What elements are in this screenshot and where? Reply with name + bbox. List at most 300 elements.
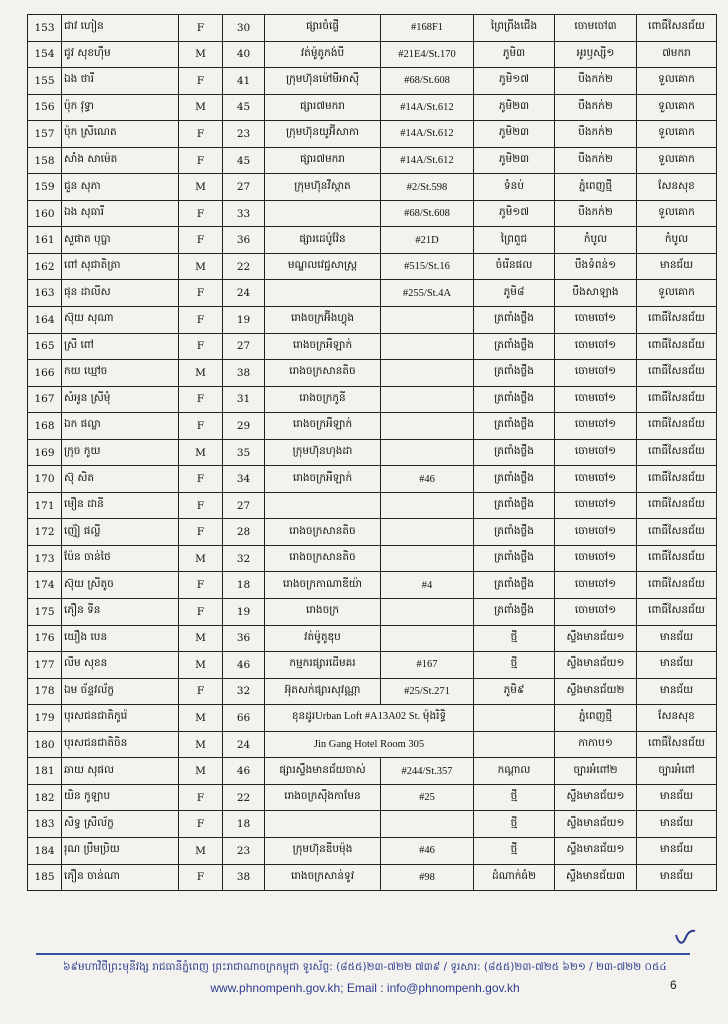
house-number: #2/St.598 xyxy=(381,174,474,201)
commune: បឹងទំពន់១ xyxy=(555,253,637,280)
row-number: 164 xyxy=(28,307,62,334)
house-number xyxy=(381,492,474,519)
commune: បឹងកក់២ xyxy=(555,68,637,95)
row-number: 182 xyxy=(28,784,62,811)
age: 41 xyxy=(223,68,265,95)
workplace: រោងចក្រសានតិច xyxy=(265,519,381,546)
row-number: 153 xyxy=(28,15,62,42)
workplace: ផ្សារស្ទឹងមានជ័យចាស់ xyxy=(265,758,381,785)
person-name: ផុន ដាលីស xyxy=(62,280,179,307)
workplace: ក្រុមហ៊ុនយូអ៊ីសាកា xyxy=(265,121,381,148)
table-row xyxy=(28,492,717,519)
district: ពោធិ៍សែនជ័យ xyxy=(637,439,717,466)
table-row xyxy=(28,784,717,811)
commune: ចោមចៅ៣ xyxy=(555,15,637,42)
table-row xyxy=(28,678,717,705)
village: ថ្មី xyxy=(474,837,555,864)
sex: M xyxy=(179,174,223,201)
house-number: #25/St.271 xyxy=(381,678,474,705)
age: 27 xyxy=(223,333,265,360)
workplace: រោងចក្រអ៊ីងហ្វុង xyxy=(265,307,381,334)
patient-table xyxy=(27,14,717,891)
commune: ចោមចៅ១ xyxy=(555,599,637,626)
sex: M xyxy=(179,652,223,679)
village: ភូមិ២៣ xyxy=(474,94,555,121)
sex: F xyxy=(179,599,223,626)
table-row xyxy=(28,519,717,546)
district: ទួលគោក xyxy=(637,68,717,95)
person-name: ឆាយ សុផល xyxy=(62,758,179,785)
table-row xyxy=(28,572,717,599)
village: ទំនប់ xyxy=(474,174,555,201)
age: 19 xyxy=(223,599,265,626)
sex: M xyxy=(179,41,223,68)
district: មានជ័យ xyxy=(637,837,717,864)
commune: កាកាប១ xyxy=(555,731,637,758)
table-row xyxy=(28,200,717,227)
row-number: 179 xyxy=(28,705,62,732)
age: 36 xyxy=(223,625,265,652)
village: ភូមិ៣ xyxy=(474,41,555,68)
workplace: ផ្សារចំផ្ទើ xyxy=(265,15,381,42)
age: 29 xyxy=(223,413,265,440)
sex: F xyxy=(179,200,223,227)
table-body xyxy=(28,15,717,891)
table-row xyxy=(28,253,717,280)
house-number: #46 xyxy=(381,466,474,493)
footer-address: ៦៩មហាវិថីព្រះមុនីវង្ស រាជធានីភ្នំពេញ ព្រះរាជាណាចក្រកម្ពុជា ទូរស័ព្ទ: (៨៥៥)២៣-៧២២ ៧៣៩ / ទូរសារ: (៨៥៥)២៣-៧២៥ ៦២១ / ២៣-៧២២ ០៥៤ xyxy=(63,961,667,973)
district: មានជ័យ xyxy=(637,253,717,280)
row-number: 174 xyxy=(28,572,62,599)
row-number: 180 xyxy=(28,731,62,758)
house-number xyxy=(381,333,474,360)
village: ត្រពាំងថ្លឹង xyxy=(474,307,555,334)
district: ពោធិ៍សែនជ័យ xyxy=(637,15,717,42)
workplace: ផ្សារ៧មករា xyxy=(265,94,381,121)
person-name: ជួន សុភា xyxy=(62,174,179,201)
village: ត្រពាំងថ្លឹង xyxy=(474,386,555,413)
person-name: យឿង បេន xyxy=(62,625,179,652)
table-row xyxy=(28,758,717,785)
table-row xyxy=(28,227,717,254)
house-number: #244/St.357 xyxy=(381,758,474,785)
row-number: 175 xyxy=(28,599,62,626)
table-row xyxy=(28,15,717,42)
village: ត្រពាំងថ្លឹង xyxy=(474,466,555,493)
age: 35 xyxy=(223,439,265,466)
district: ពោធិ៍សែនជ័យ xyxy=(637,307,717,334)
village: ភូមិ៩ xyxy=(474,678,555,705)
district: មានជ័យ xyxy=(637,625,717,652)
table-row xyxy=(28,360,717,387)
sex: F xyxy=(179,466,223,493)
workplace xyxy=(265,200,381,227)
house-number xyxy=(381,360,474,387)
district: ទួលគោក xyxy=(637,280,717,307)
district: ពោធិ៍សែនជ័យ xyxy=(637,572,717,599)
house-number xyxy=(381,625,474,652)
table-row xyxy=(28,413,717,440)
row-number: 184 xyxy=(28,837,62,864)
village: កណ្ដាល xyxy=(474,758,555,785)
commune: ស្ទឹងមានជ័យ១ xyxy=(555,652,637,679)
house-number xyxy=(381,386,474,413)
person-name: បុរសជនជាតិកូរ៉េ xyxy=(62,705,179,732)
village: ព្រៃព្រីងជើង xyxy=(474,15,555,42)
person-name: លឹម សុខន xyxy=(62,652,179,679)
commune: ចោមចៅ១ xyxy=(555,307,637,334)
person-name: ញ៉ៀ ផល្លី xyxy=(62,519,179,546)
district: ទួលគោក xyxy=(637,94,717,121)
workplace: រោងចក្រអឺឡាក់ xyxy=(265,466,381,493)
person-name: សួផាត បុប្ផា xyxy=(62,227,179,254)
commune: បឹងកក់២ xyxy=(555,147,637,174)
row-number: 167 xyxy=(28,386,62,413)
village xyxy=(474,731,555,758)
address-merged: ខុនដូរUrban Loft #A13A02 St. ម៉ុងរិទ្ធិ xyxy=(265,705,474,732)
age: 18 xyxy=(223,572,265,599)
sex: F xyxy=(179,15,223,42)
person-name: ប៉ែន ចាន់ថៃ xyxy=(62,545,179,572)
age: 45 xyxy=(223,94,265,121)
village: ត្រពាំងថ្លឹង xyxy=(474,519,555,546)
village: ថ្មី xyxy=(474,784,555,811)
district: ទួលគោក xyxy=(637,121,717,148)
village: ត្រពាំងថ្លឹង xyxy=(474,572,555,599)
workplace: រោងចក្រសានតិច xyxy=(265,360,381,387)
workplace: រោងចក្រ xyxy=(265,599,381,626)
workplace: មណ្ឌលវេជ្ជសាស្ត្រ xyxy=(265,253,381,280)
person-name: ជាវ ហៀន xyxy=(62,15,179,42)
age: 38 xyxy=(223,864,265,891)
age: 23 xyxy=(223,121,265,148)
workplace xyxy=(265,492,381,519)
sex: M xyxy=(179,837,223,864)
village: ភូមិ៨ xyxy=(474,280,555,307)
age: 36 xyxy=(223,227,265,254)
village: ភូមិ១៧ xyxy=(474,200,555,227)
table-row xyxy=(28,307,717,334)
commune: កំបូល xyxy=(555,227,637,254)
sex: F xyxy=(179,413,223,440)
sex: F xyxy=(179,572,223,599)
district: កំបូល xyxy=(637,227,717,254)
table-row xyxy=(28,333,717,360)
village: ចំរើនផល xyxy=(474,253,555,280)
person-name: សាំង សាម៉េត xyxy=(62,147,179,174)
row-number: 165 xyxy=(28,333,62,360)
sex: F xyxy=(179,678,223,705)
workplace: ក្រុមហ៊ុនវីស្កាត xyxy=(265,174,381,201)
table-row xyxy=(28,121,717,148)
age: 24 xyxy=(223,731,265,758)
age: 27 xyxy=(223,492,265,519)
village: ត្រពាំងថ្លឹង xyxy=(474,360,555,387)
age: 66 xyxy=(223,705,265,732)
table-row xyxy=(28,41,717,68)
commune: បឹងកក់២ xyxy=(555,94,637,121)
age: 24 xyxy=(223,280,265,307)
district: ទួលគោក xyxy=(637,147,717,174)
table-row xyxy=(28,147,717,174)
village: ត្រពាំងថ្លឹង xyxy=(474,545,555,572)
pen-mark-icon xyxy=(673,927,697,947)
sex: M xyxy=(179,758,223,785)
person-name: ក្រុច កូយ xyxy=(62,439,179,466)
commune: បឹងកក់២ xyxy=(555,121,637,148)
district: ពោធិ៍សែនជ័យ xyxy=(637,545,717,572)
house-number: #168F1 xyxy=(381,15,474,42)
person-name: សំអូន ស្រីមុំ xyxy=(62,386,179,413)
commune: ស្ទឹងមានជ័យ១ xyxy=(555,811,637,838)
district: ពោធិ៍សែនជ័យ xyxy=(637,492,717,519)
row-number: 156 xyxy=(28,94,62,121)
sex: F xyxy=(179,386,223,413)
table-row xyxy=(28,545,717,572)
age: 33 xyxy=(223,200,265,227)
house-number xyxy=(381,519,474,546)
age: 18 xyxy=(223,811,265,838)
row-number: 168 xyxy=(28,413,62,440)
workplace xyxy=(265,811,381,838)
commune: ចោមចៅ១ xyxy=(555,519,637,546)
house-number xyxy=(381,307,474,334)
district: មានជ័យ xyxy=(637,652,717,679)
district: មានជ័យ xyxy=(637,678,717,705)
row-number: 170 xyxy=(28,466,62,493)
age: 22 xyxy=(223,253,265,280)
workplace: ក្រុមហ៊ុនហុងដា xyxy=(265,439,381,466)
sex: M xyxy=(179,439,223,466)
footer-rule xyxy=(36,953,690,955)
person-name: យិន កូឡាប xyxy=(62,784,179,811)
village: ភូមិ១៧ xyxy=(474,68,555,95)
row-number: 177 xyxy=(28,652,62,679)
row-number: 158 xyxy=(28,147,62,174)
district: សែនសុខ xyxy=(637,705,717,732)
age: 31 xyxy=(223,386,265,413)
workplace: អ៊ុតសក់ផ្សារសុវណ្ណា xyxy=(265,678,381,705)
age: 27 xyxy=(223,174,265,201)
district: ពោធិ៍សែនជ័យ xyxy=(637,599,717,626)
district: មានជ័យ xyxy=(637,864,717,891)
house-number: #25 xyxy=(381,784,474,811)
village: ត្រពាំងថ្លឹង xyxy=(474,333,555,360)
commune: អូរឫស្សី១ xyxy=(555,41,637,68)
age: 22 xyxy=(223,784,265,811)
row-number: 155 xyxy=(28,68,62,95)
commune: ស្ទឹងមានជ័យ១ xyxy=(555,837,637,864)
person-name: ឯក ផល្លា xyxy=(62,413,179,440)
person-name: ប៉ុក ស្រីណេត xyxy=(62,121,179,148)
table-row xyxy=(28,94,717,121)
person-name: មឿន ដានី xyxy=(62,492,179,519)
house-number: #4 xyxy=(381,572,474,599)
commune: ចោមចៅ១ xyxy=(555,492,637,519)
house-number: #14A/St.612 xyxy=(381,121,474,148)
district: ពោធិ៍សែនជ័យ xyxy=(637,466,717,493)
workplace: វត់ម៉ូតូកង់បី xyxy=(265,41,381,68)
house-number: #515/St.16 xyxy=(381,253,474,280)
sex: F xyxy=(179,68,223,95)
workplace: រោងចក្រស៊ីងកាមែន xyxy=(265,784,381,811)
table-row xyxy=(28,68,717,95)
commune: ចោមចៅ១ xyxy=(555,572,637,599)
age: 23 xyxy=(223,837,265,864)
village: ដំណាក់ធំ២ xyxy=(474,864,555,891)
person-name: ពៅ សុជាតិត្រា xyxy=(62,253,179,280)
age: 19 xyxy=(223,307,265,334)
age: 45 xyxy=(223,147,265,174)
commune: ស្ទឹងមានជ័យ៣ xyxy=(555,864,637,891)
village: ត្រពាំងថ្លឹង xyxy=(474,439,555,466)
house-number: #167 xyxy=(381,652,474,679)
sex: F xyxy=(179,864,223,891)
house-number xyxy=(381,413,474,440)
workplace: ផ្សារដេប៉ូវ៉ែន xyxy=(265,227,381,254)
house-number xyxy=(381,439,474,466)
commune: ចោមចៅ១ xyxy=(555,466,637,493)
person-name: ភឿន ទីន xyxy=(62,599,179,626)
row-number: 173 xyxy=(28,545,62,572)
person-name: ប៉ុក វុទ្ធា xyxy=(62,94,179,121)
age: 28 xyxy=(223,519,265,546)
row-number: 181 xyxy=(28,758,62,785)
table-row xyxy=(28,466,717,493)
commune: ចោមចៅ១ xyxy=(555,360,637,387)
person-name: បុរសជនជាតិចិន xyxy=(62,731,179,758)
village: ភូមិ២៣ xyxy=(474,147,555,174)
workplace: ក្រុមហ៊ុនម៉ៅមីអាស៊ី xyxy=(265,68,381,95)
sex: F xyxy=(179,121,223,148)
row-number: 166 xyxy=(28,360,62,387)
house-number xyxy=(381,545,474,572)
district: មានជ័យ xyxy=(637,784,717,811)
person-name: ស៊ុយ សុណា xyxy=(62,307,179,334)
village: ព្រៃពួជ xyxy=(474,227,555,254)
row-number: 157 xyxy=(28,121,62,148)
commune: ភ្នំពេញថ្មី xyxy=(555,705,637,732)
house-number: #98 xyxy=(381,864,474,891)
commune: ចោមចៅ១ xyxy=(555,439,637,466)
person-name: ជូវ សុខហ៊ឹម xyxy=(62,41,179,68)
district: ពោធិ៍សែនជ័យ xyxy=(637,333,717,360)
sex: F xyxy=(179,227,223,254)
house-number xyxy=(381,599,474,626)
row-number: 161 xyxy=(28,227,62,254)
house-number: #68/St.608 xyxy=(381,68,474,95)
house-number: #21E4/St.170 xyxy=(381,41,474,68)
commune: បឹងសាឡាង xyxy=(555,280,637,307)
house-number xyxy=(381,811,474,838)
district: ពោធិ៍សែនជ័យ xyxy=(637,519,717,546)
district: ច្បារអំពៅ xyxy=(637,758,717,785)
person-name: រុណ ប្រឹមប្រិយ xyxy=(62,837,179,864)
table-row xyxy=(28,386,717,413)
workplace: ក្រុមហ៊ុនឌីបម៉ុង xyxy=(265,837,381,864)
row-number: 178 xyxy=(28,678,62,705)
workplace xyxy=(265,280,381,307)
age: 34 xyxy=(223,466,265,493)
village: ថ្មី xyxy=(474,652,555,679)
commune: ចោមចៅ១ xyxy=(555,545,637,572)
age: 40 xyxy=(223,41,265,68)
sex: F xyxy=(179,784,223,811)
commune: ច្បារអំពៅ២ xyxy=(555,758,637,785)
house-number: #14A/St.612 xyxy=(381,147,474,174)
sex: M xyxy=(179,545,223,572)
age: 46 xyxy=(223,758,265,785)
age: 32 xyxy=(223,678,265,705)
age: 38 xyxy=(223,360,265,387)
row-number: 162 xyxy=(28,253,62,280)
house-number: #255/St.4A xyxy=(381,280,474,307)
commune: ចោមចៅ១ xyxy=(555,386,637,413)
village: ត្រពាំងថ្លឹង xyxy=(474,413,555,440)
person-name: ឯម ច័ន្ទវល័ក្ខ xyxy=(62,678,179,705)
row-number: 183 xyxy=(28,811,62,838)
table-row xyxy=(28,599,717,626)
age: 46 xyxy=(223,652,265,679)
sex: F xyxy=(179,811,223,838)
commune: ស្ទឹងមានជ័យ១ xyxy=(555,625,637,652)
sex: M xyxy=(179,625,223,652)
commune: ស្ទឹងមានជ័យ១ xyxy=(555,784,637,811)
person-name: ស្រី ពៅ xyxy=(62,333,179,360)
sex: F xyxy=(179,492,223,519)
table-row xyxy=(28,625,717,652)
commune: ស្ទឹងមានជ័យ២ xyxy=(555,678,637,705)
workplace: វត់ម៉ូតូឌុប xyxy=(265,625,381,652)
person-name: ស៊ុយ ស្រីតូច xyxy=(62,572,179,599)
workplace: រោងចក្រអឺឡាក់ xyxy=(265,413,381,440)
sex: M xyxy=(179,705,223,732)
row-number: 159 xyxy=(28,174,62,201)
sex: M xyxy=(179,94,223,121)
workplace: រោងចក្រកាណាឌីយ៉ា xyxy=(265,572,381,599)
house-number: #46 xyxy=(381,837,474,864)
table-row xyxy=(28,837,717,864)
district: ពោធិ៍សែនជ័យ xyxy=(637,360,717,387)
sex: M xyxy=(179,360,223,387)
village: ថ្មី xyxy=(474,625,555,652)
village: ថ្មី xyxy=(474,811,555,838)
address-merged: Jin Gang Hotel Room 305 xyxy=(265,731,474,758)
commune: បឹងកក់២ xyxy=(555,200,637,227)
district: ពោធិ៍សែនជ័យ xyxy=(637,731,717,758)
row-number: 172 xyxy=(28,519,62,546)
row-number: 154 xyxy=(28,41,62,68)
workplace: រោងចក្រអឺឡាក់ xyxy=(265,333,381,360)
table-row xyxy=(28,731,717,758)
village: ត្រពាំងថ្លឹង xyxy=(474,599,555,626)
district: មានជ័យ xyxy=(637,811,717,838)
district: ៧មករា xyxy=(637,41,717,68)
workplace: ផ្សារ៧មករា xyxy=(265,147,381,174)
commune: ចោមចៅ១ xyxy=(555,413,637,440)
sex: F xyxy=(179,147,223,174)
sex: F xyxy=(179,519,223,546)
sex: F xyxy=(179,333,223,360)
person-name: ឯង សុធារី xyxy=(62,200,179,227)
village xyxy=(474,705,555,732)
sex: M xyxy=(179,253,223,280)
row-number: 176 xyxy=(28,625,62,652)
commune: ចោមចៅ១ xyxy=(555,333,637,360)
footer-website[interactable]: www.phnompenh.gov.kh; Email : info@phnompenh.gov.kh xyxy=(210,981,520,995)
person-name: សិទ្ធ ស្រីល័ក្ខ xyxy=(62,811,179,838)
sex: M xyxy=(179,731,223,758)
